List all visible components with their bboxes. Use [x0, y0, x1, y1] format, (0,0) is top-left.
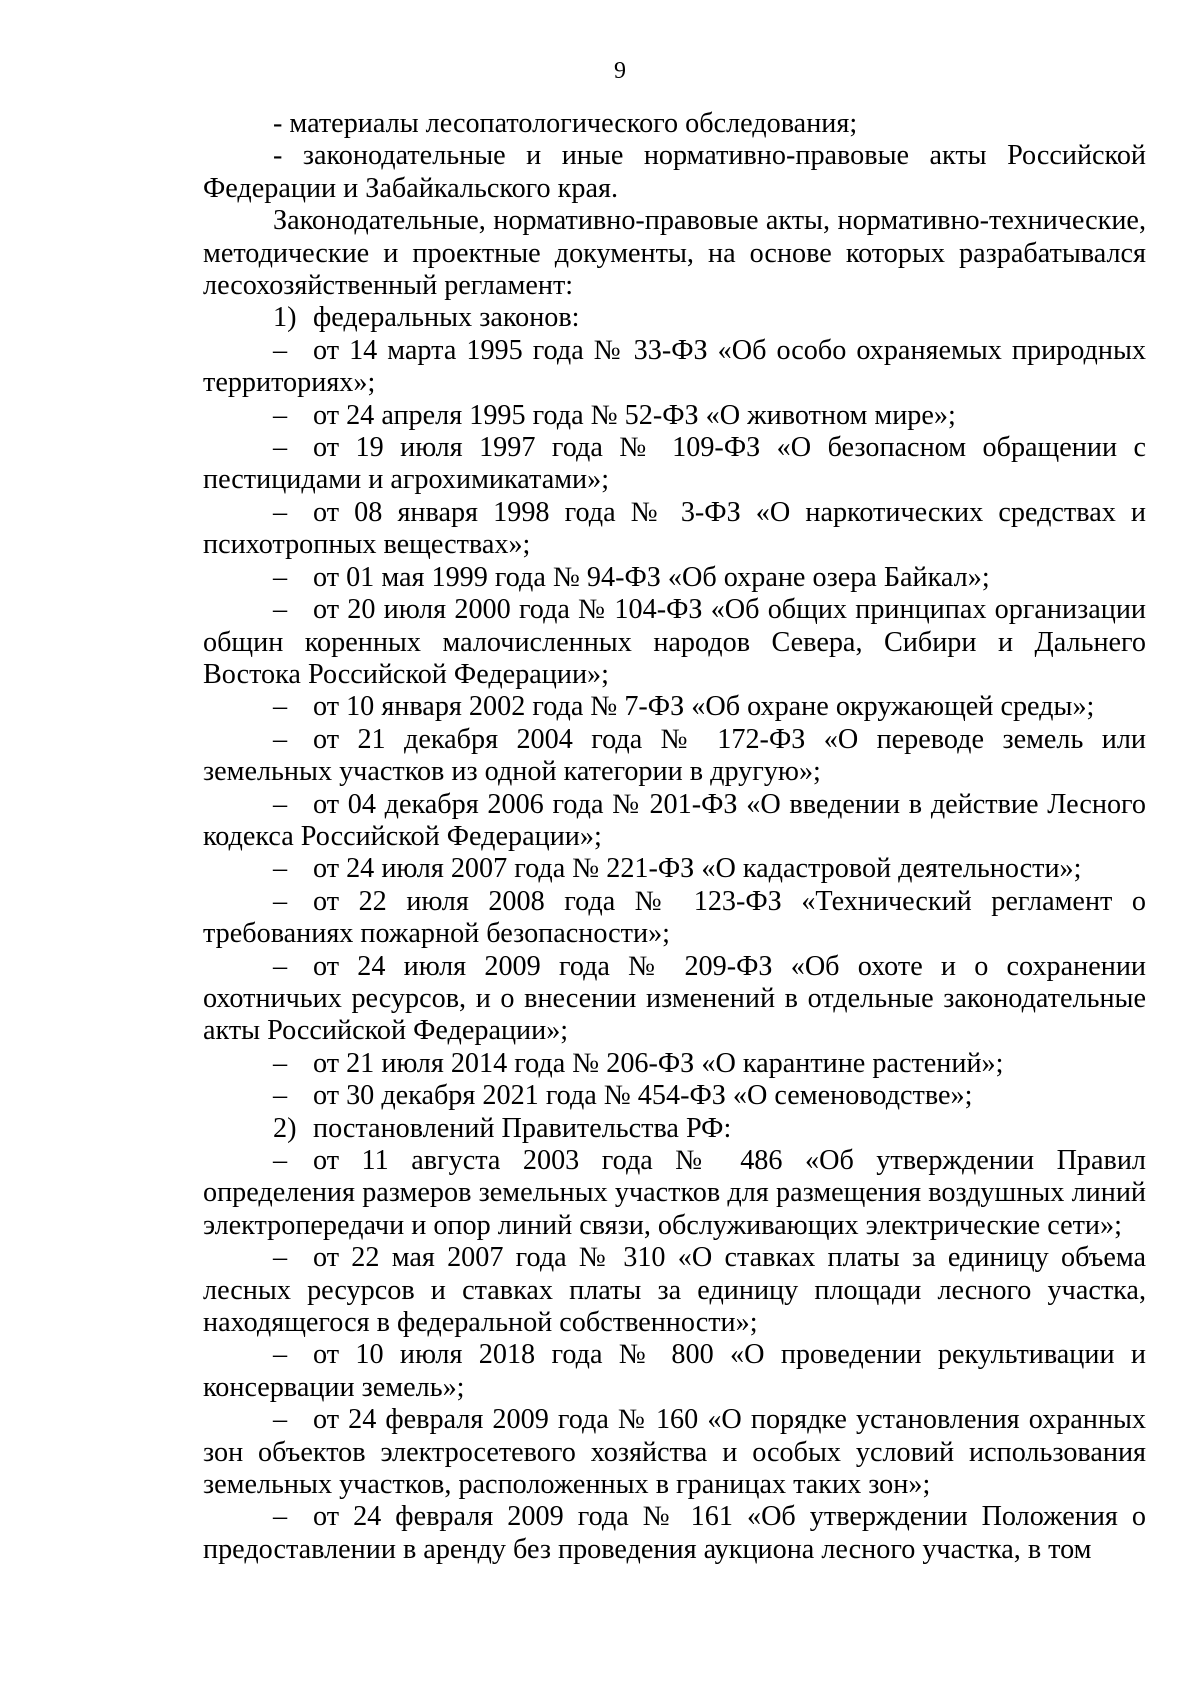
intro-item: - материалы лесопатологического обследования; [273, 108, 858, 139]
list-item-text: от 24 апреля 1995 года № 52-ФЗ «О животном мире»; [313, 399, 956, 431]
list-dash: – [273, 1145, 288, 1176]
list-dash: – [273, 561, 288, 593]
list-item [203, 1048, 1146, 1080]
list-dash: – [273, 723, 288, 755]
list-dash: – [273, 1047, 288, 1079]
section-items [203, 335, 1146, 1113]
list-item [203, 1339, 1146, 1404]
list-item-text: от 30 декабря 2021 года № 454-ФЗ «О семеноводстве»; [313, 1080, 973, 1112]
list-item-text: от 24 июля 2007 года № 221-ФЗ «О кадастровой деятельности»; [313, 853, 1082, 885]
list-dash: – [273, 1339, 288, 1371]
list-dash: – [273, 334, 288, 366]
section-heading [203, 1113, 1146, 1145]
list-dash: – [273, 432, 288, 464]
section-number: 2) [273, 1112, 297, 1144]
list-item-text: от 04 декабря 2006 года № 201-ФЗ «О введении в действие Лесного кодекса Российской Федерации»; [203, 788, 1146, 852]
page-number: 9 [614, 58, 626, 84]
body-paragraph: Законодательные, нормативно-правовые акты, нормативно-технические, методические и проектные документы, на основе которых разрабатывался лесохозяйственный регламент: [203, 205, 1146, 302]
section-items [203, 1145, 1146, 1566]
list-item-text: от 14 марта 1995 года № 33-ФЗ «Об особо охраняемых природных территориях»; [203, 334, 1146, 399]
list-dash: – [273, 1404, 288, 1436]
list-item-text: от 24 февраля 2009 года № 160 «О порядке установления охранных зон объектов электросетевого хозяйства и особых условий использования земельных участков, расположенных в границах таких зон»; [203, 1404, 1146, 1501]
section-number: 1) [273, 302, 297, 334]
list-item [203, 1501, 1146, 1566]
list-item [203, 853, 1146, 885]
list-dash: – [273, 594, 288, 626]
list-item-text: от 20 июля 2000 года № 104-ФЗ «Об общих принципах организации общин коренных малочисленных народов Севера, Сибири и Дальнего Востока Российской Федерации»; [203, 594, 1146, 690]
list-item [203, 1404, 1146, 1501]
list-item [203, 497, 1146, 562]
section-heading [203, 302, 1146, 334]
list-item-text: от 19 июля 1997 года № 109-ФЗ «О безопасном обращении с пестицидами и агрохимикатами»; [203, 432, 1146, 496]
list-item [203, 691, 1146, 723]
list-dash: – [273, 496, 288, 528]
intro-item: - законодательные и иные нормативно-правовые акты Российской Федерации и Забайкальского края. [203, 140, 1146, 204]
document-body [203, 108, 1146, 1566]
list-item-text: от 10 января 2002 года № 7-ФЗ «Об охране окружающей среды»; [313, 691, 1095, 723]
list-item [203, 594, 1146, 691]
list-item [203, 1145, 1146, 1242]
list-item-text: от 21 июля 2014 года № 206-ФЗ «О карантине растений»; [313, 1047, 1004, 1079]
list-item [203, 1080, 1146, 1112]
list-item-text: от 24 июля 2009 года № 209-ФЗ «Об охоте и о сохранении охотничьих ресурсов, и о внесении изменений в отдельные законодательные акты Российской Федерации»; [203, 950, 1146, 1047]
list-item-text: от 24 февраля 2009 года № 161 «Об утверждении Положения о предоставлении в аренду без проведения аукциона лесного участка, в том [203, 1501, 1146, 1565]
list-item [203, 432, 1146, 497]
list-dash: – [273, 399, 288, 431]
list-item-text: от 22 мая 2007 года № 310 «О ставках платы за единицу объема лесных ресурсов и ставках платы за единицу площади лесного участка, находящегося в федеральной собственности»; [203, 1242, 1146, 1339]
list-item [203, 400, 1146, 432]
list-item [203, 1242, 1146, 1339]
list-dash: – [273, 885, 288, 917]
list-item [203, 886, 1146, 951]
section-title: федеральных законов: [313, 302, 580, 334]
list-dash: – [273, 1501, 288, 1533]
list-dash: – [273, 788, 288, 820]
list-item-text: от 08 января 1998 года № 3-ФЗ «О наркотических средствах и психотропных веществах»; [203, 496, 1146, 561]
list-dash: – [273, 1242, 288, 1274]
section-title: постановлений Правительства РФ: [313, 1112, 732, 1144]
list-item [203, 789, 1146, 854]
list-dash: – [273, 1080, 288, 1112]
list-item [203, 335, 1146, 400]
list-item [203, 562, 1146, 594]
list-item-text: от 22 июля 2008 года № 123-ФЗ «Технический регламент о требованиях пожарной безопасности»; [203, 885, 1146, 950]
list-dash: – [273, 853, 288, 885]
list-item-text: от 10 июля 2018 года № 800 «О проведении рекультивации и консервации земель»; [203, 1339, 1146, 1403]
list-dash: – [273, 950, 288, 982]
list-item [203, 724, 1146, 789]
list-dash: – [273, 691, 288, 723]
list-item-text: от 21 декабря 2004 года № 172-ФЗ «О переводе земель или земельных участков из одной категории в другую»; [203, 723, 1146, 788]
list-item-text: от 11 августа 2003 года № 486 «Об утверждении Правил определения размеров земельных участков для размещения воздушных линий электропередачи и опор линий связи, обслуживающих электрические сети»; [203, 1145, 1146, 1241]
list-item-text: от 01 мая 1999 года № 94-ФЗ «Об охране озера Байкал»; [313, 561, 990, 593]
list-item [203, 951, 1146, 1048]
